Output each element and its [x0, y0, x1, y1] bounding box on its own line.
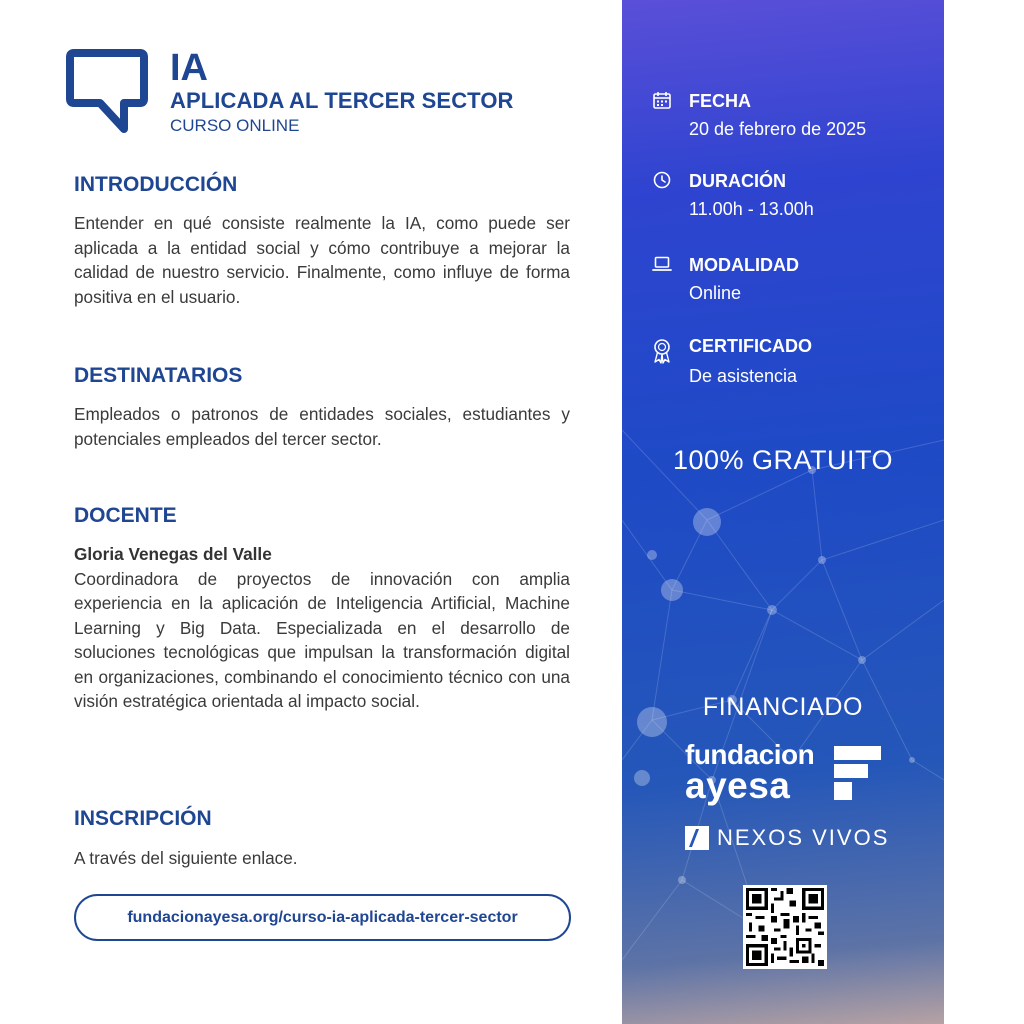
inscripcion-heading: INSCRIPCIÓN: [74, 807, 212, 830]
inscripcion-text: A través del siguiente enlace.: [74, 848, 298, 868]
free-badge: 100% GRATUITO: [672, 445, 894, 475]
certificado-label: CERTIFICADO: [689, 336, 812, 356]
certificado-value: De asistencia: [689, 366, 798, 386]
course-type: CURSO ONLINE: [170, 116, 300, 135]
course-title: IA: [170, 47, 208, 89]
intro-heading: INTRODUCCIÓN: [74, 173, 238, 196]
duracion-value: 11.00h - 13.00h: [689, 199, 814, 219]
docente-heading: DOCENTE: [74, 504, 177, 527]
intro-text: Entender en qué consiste realmente la IA, como puede ser aplicada a la entidad social y cómo contribuye a mejorar la calidad de nuestro servicio. Finalmente, como influye de forma positiva en el usuario.: [74, 213, 570, 307]
network-background: [622, 0, 944, 1024]
docente-bio: Coordinadora de proyectos de innovación con amplia experiencia en la aplicación de Inteligencia Artificial, Machine Learning y Big Data. Especializada en el desarrollo de soluciones tecnológicas que impulsan la transformación digital en organizaciones, combinando el conocimiento técnico con una visión estratégica orientada al impacto social.: [74, 568, 570, 711]
modalidad-value: Online: [689, 283, 742, 303]
laptop-icon: [652, 254, 672, 274]
nexos-vivos-logo: [685, 824, 889, 852]
clock-icon: [652, 170, 672, 190]
sponsor1-line2: ayesa: [685, 765, 791, 807]
duracion-label: DURACIÓN: [689, 171, 786, 191]
fecha-label: FECHA: [689, 91, 751, 111]
course-subtitle: APLICADA AL TERCER SECTOR: [170, 88, 514, 113]
destinatarios-heading: DESTINATARIOS: [74, 364, 243, 387]
qr-code-icon: [746, 888, 824, 966]
fundacion-ayesa-logo: [685, 739, 815, 807]
sponsor2-name: NEXOS VIVOS: [717, 825, 890, 850]
modalidad-label: MODALIDAD: [689, 255, 799, 275]
calendar-icon: [652, 90, 672, 110]
nexos-mark-icon: [685, 826, 709, 850]
info-panel: [622, 0, 944, 1024]
ayesa-mark-icon: [834, 746, 881, 800]
speech-bubble-icon: [66, 49, 148, 133]
financiado-label: FINANCIADO: [702, 693, 864, 721]
qr-code[interactable]: [743, 885, 827, 969]
destinatarios-text: Empleados o patronos de entidades sociales, estudiantes y potenciales empleados del tercer sector.: [74, 404, 570, 449]
award-icon: [652, 338, 672, 364]
fecha-value: 20 de febrero de 2025: [689, 119, 867, 139]
docente-name: Gloria Venegas del Valle: [74, 544, 272, 564]
docente-block: [74, 542, 570, 714]
sponsor1-line1: fundacion: [685, 739, 815, 770]
registration-link[interactable]: fundacionayesa.org/curso-ia-aplicada-tercer-sector: [74, 894, 571, 941]
